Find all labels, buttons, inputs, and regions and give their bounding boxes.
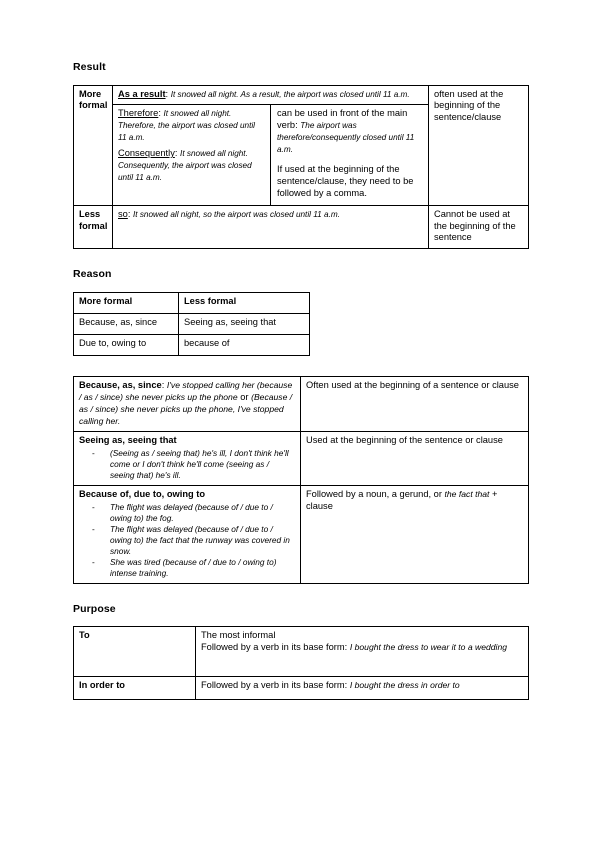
or-connector: or	[240, 391, 249, 402]
formality-label: Less formal	[79, 208, 108, 231]
term-label: Seeing as, seeing that	[79, 435, 177, 446]
consequently-example: It snowed all night. Consequently, the airport was closed until 11 a.m.	[118, 149, 252, 182]
as-a-result-cell	[113, 86, 428, 105]
table-row	[74, 334, 310, 355]
therefore-colon: :	[158, 108, 161, 119]
list-item: - The flight was delayed (because of / due to / owing to) the fact that the runway was covered in snow.	[92, 524, 295, 557]
table-row	[113, 105, 428, 205]
purpose-line-1: The most informal	[201, 630, 276, 641]
purpose-term-to	[74, 627, 196, 677]
table-row	[74, 313, 310, 334]
therefore-consequently-cell	[113, 105, 271, 205]
seeing-as-bullet-list	[79, 448, 295, 481]
result-note-less-formal: Cannot be used at the beginning of the sentence	[429, 205, 529, 249]
as-a-result-label: As a result	[118, 88, 166, 99]
purpose-line-2	[201, 642, 523, 654]
section-heading-result: Result	[73, 61, 106, 73]
list-item: - She was tired (because of / due to / owing to) intense training.	[92, 557, 295, 579]
section-heading-purpose: Purpose	[73, 602, 116, 615]
reason-summary-cell: Seeing as, seeing that	[179, 313, 310, 334]
reason-detail-usage-seeing: Used at the beginning of the sentence or clause	[301, 432, 529, 486]
usage-main-verb-block	[277, 108, 423, 156]
term-label: Because of, due to, owing to	[79, 489, 206, 500]
result-table	[73, 85, 529, 250]
table-row	[74, 376, 529, 432]
so-colon: :	[127, 208, 131, 219]
result-so-cell	[113, 205, 429, 249]
purpose-line-2-prefix: Followed by a verb in its base form:	[201, 642, 348, 653]
table-row	[74, 205, 529, 249]
so-example: It snowed all night, so the airport was closed until 11 a.m.	[133, 209, 340, 219]
result-formality-more	[74, 85, 113, 205]
reason-summary-table	[73, 292, 310, 356]
spacer	[73, 356, 528, 376]
table-row	[74, 627, 529, 677]
result-usage-cell	[271, 105, 429, 205]
therefore-label: Therefore	[118, 108, 159, 119]
table-row	[74, 432, 529, 486]
purpose-line-2-example: I bought the dress in order to	[349, 680, 460, 691]
purpose-table	[73, 626, 529, 700]
term-label: In order to	[79, 680, 125, 691]
usage-comma-text: If used at the beginning of the sentence/clause, they need to be followed by a comma.	[277, 164, 414, 198]
as-a-result-colon: :	[165, 88, 169, 99]
consequently-colon: :	[174, 148, 178, 159]
term-example-2: (Because / as / since) she never picks up the phone, I've stopped calling her.	[79, 391, 293, 426]
term-label: To	[79, 630, 90, 641]
result-inner-table	[113, 86, 428, 205]
term-colon: :	[161, 379, 165, 390]
usage-suffix: + clause	[306, 489, 498, 512]
list-item: - The flight was delayed (because of / due to / owing to) the fog.	[92, 502, 295, 524]
result-formality-less	[74, 205, 113, 249]
table-row	[113, 86, 428, 105]
consequently-block	[118, 148, 265, 184]
reason-summary-cell: Due to, owing to	[74, 334, 179, 355]
purpose-term-inorderto	[74, 677, 196, 700]
term-label: Because, as, since	[79, 379, 162, 390]
spacer	[73, 249, 528, 269]
table-row	[74, 292, 310, 313]
purpose-line-2-example: I bought the dress to wear it to a wedding	[349, 642, 507, 653]
table-row	[74, 677, 529, 700]
reason-detail-term-seeing	[74, 432, 301, 486]
consequently-label: Consequently	[118, 148, 175, 159]
column-header-label: Less formal	[184, 295, 237, 306]
because-of-bullet-list	[79, 502, 295, 579]
as-a-result-example: It snowed all night. As a result, the airport was closed until 11 a.m.	[170, 89, 410, 99]
document-content	[73, 62, 528, 700]
result-note-more-formal: often used at the beginning of the sentence/clause	[429, 85, 529, 205]
formality-label: More formal	[79, 88, 108, 111]
purpose-desc-to	[196, 627, 529, 677]
reason-detail-term-because	[74, 376, 301, 432]
reason-detail-term-becauseof	[74, 486, 301, 583]
reason-summary-header-less	[179, 292, 310, 313]
result-more-formal-content	[113, 85, 429, 205]
column-header-label: More formal	[79, 295, 133, 306]
table-row	[74, 486, 529, 583]
so-label: so	[118, 208, 128, 219]
usage-italic: the fact that	[444, 489, 490, 500]
reason-detail-usage-becauseof	[301, 486, 529, 583]
list-item: - (Seeing as / seeing that) he's ill, I don't think he'll come or I don't think he'll come (seeing as / seeing that) he's ill.	[92, 448, 295, 481]
reason-summary-header-more	[74, 292, 179, 313]
table-row	[74, 85, 529, 205]
therefore-example: It snowed all night. Therefore, the airport was closed until 11 a.m.	[118, 109, 255, 143]
usage-main-verb-text: can be used in front of the main verb:	[277, 108, 408, 131]
section-heading-reason: Reason	[73, 268, 112, 281]
purpose-line-2-prefix: Followed by a verb in its base form:	[201, 680, 348, 691]
reason-summary-cell: because of	[179, 334, 310, 355]
reason-detail-usage-because: Often used at the beginning of a sentence or clause	[301, 376, 529, 432]
usage-main-verb-example: The airport was therefore/consequently closed until 11 a.m.	[277, 121, 415, 155]
purpose-desc-inorderto	[196, 677, 529, 700]
usage-prefix: Followed by a noun, a gerund, or	[306, 489, 445, 500]
spacer	[73, 584, 528, 604]
reason-summary-cell: Because, as, since	[74, 313, 179, 334]
term-example-1: I've stopped calling her (because / as / since) she never picks up the phone	[79, 379, 293, 402]
therefore-block	[118, 108, 265, 144]
reason-detail-table	[73, 376, 529, 584]
